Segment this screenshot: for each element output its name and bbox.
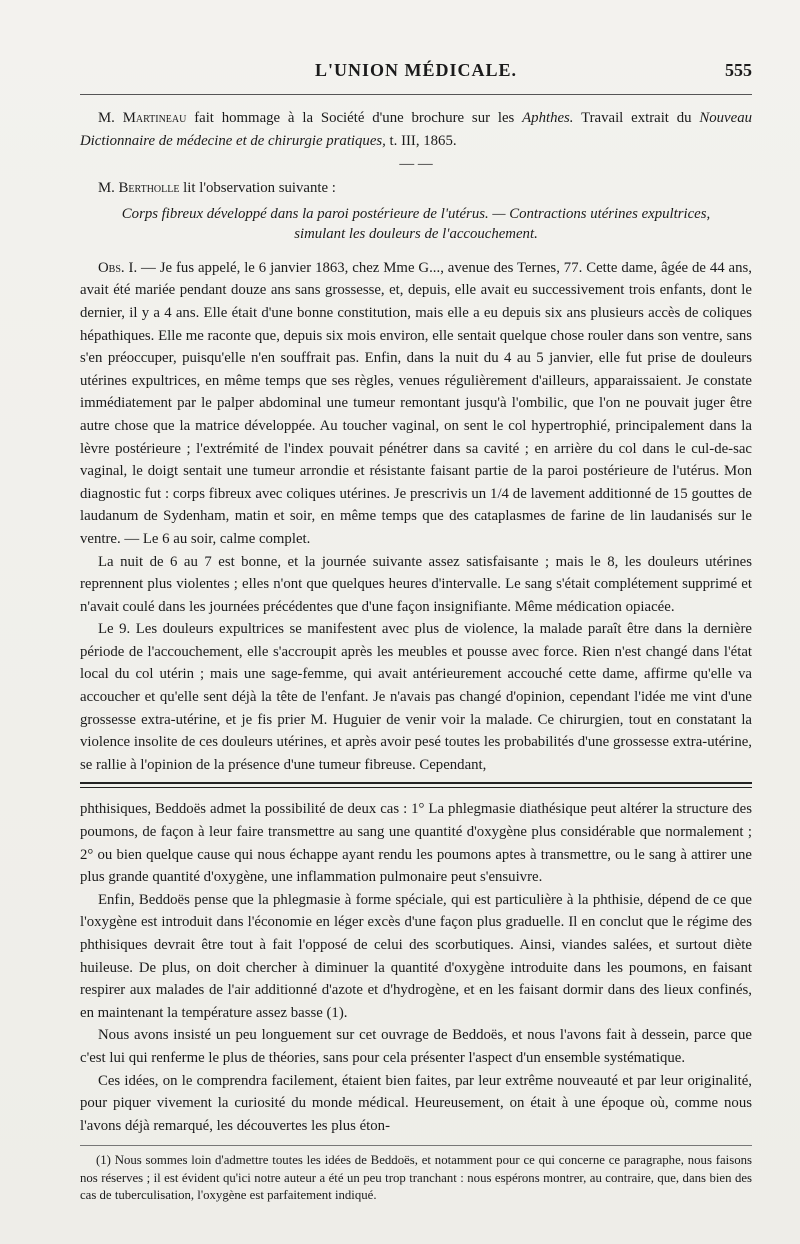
paragraph-beddoes-3: Nous avons insisté un peu longuement sur cet ouvrage de Beddoës, et nous l'avons fait à dessein, parce que c'est lui qui renferme le plus de théories, sans pour cela présenter l'aspect d'un ensemble systématique. bbox=[80, 1027, 752, 1066]
page-header bbox=[80, 60, 752, 88]
footnote-rule bbox=[80, 1145, 752, 1146]
section-divider bbox=[80, 782, 752, 788]
paragraph-text: t. III, 1865. bbox=[385, 132, 457, 149]
paragraph-night: La nuit de 6 au 7 est bonne, et la journée suivante assez satisfaisante ; mais le 8, les douleurs utérines reprennent plus violentes ; elles n'ont que quelques heures d'intervalle. Le sang s'était complétement supprimé et n'avait coulé dans les journées précédentes que d'une façon insignifiante. Même médication opiacée. bbox=[80, 553, 752, 615]
observation-title: Corps fibreux développé dans la paroi postérieure de l'utérus. — Contractions utérines expultrices, simulant les douleurs de l'accouchement. bbox=[121, 205, 711, 243]
paragraph-text: fait hommage à la Société d'une brochure sur les bbox=[186, 110, 523, 126]
book-title: Aphthes. bbox=[522, 110, 574, 126]
author-name: M. Bertholle bbox=[98, 180, 180, 197]
paragraph-ninth: Le 9. Les douleurs expultrices se manifestent avec plus de violence, la malade paraît être dans la dernière période de l'accouchement, elle s'accroupit après les meubles et pousse avec force. Rien n'est changé dans l'état local du col utérin ; mais une sage-femme, qui avait antérieurement accouché cette dame, affirme qu'elle va accoucher et qu'elle sent déjà la tête de l'enfant. Je n'avais pas changé d'opinion, cependant l'idée me vint d'une grossesse extra-utérine, et je fis prier M. Huguier de venir voir la malade. Ce chirurgien, tout en constatant la violence insolite de ces douleurs utérines, et après avoir pesé toutes les probabilités d'une grossesse extra-utérine, se rallie à l'opinion de la présence d'une tumeur fibreuse. Cependant, bbox=[80, 621, 752, 773]
running-title: L'UNION MÉDICALE. bbox=[314, 60, 518, 80]
paragraph-observation bbox=[80, 257, 752, 551]
paragraph-beddoes-4: Ces idées, on le comprendra facilement, étaient bien faites, par leur extrême nouveauté et par leur originalité, pour piquer vivement la curiosité du monde médical. Heureusement, on était à une époque où, comme nous l'avons déjà remarqué, les découvertes les plus éton- bbox=[80, 1072, 752, 1134]
paragraph-bertholle bbox=[80, 177, 752, 200]
paragraph-martineau bbox=[80, 107, 752, 152]
dictionary-title: Nouveau Dictionnaire de médecine et de chirurgie pratiques, bbox=[80, 110, 752, 149]
page-number: 555 bbox=[725, 60, 752, 80]
observation-label: Obs. I. bbox=[98, 259, 138, 276]
paragraph-text: Travail extrait du bbox=[573, 110, 700, 126]
author-name: M. Martineau bbox=[98, 110, 187, 126]
header-rule bbox=[80, 94, 752, 95]
paragraph-beddoes-2: Enfin, Beddoës pense que la phlegmasie à forme spéciale, qui est particulière à la phthisie, dépend de ce que l'oxygène est introduit dans l'économie en léger excès d'une façon plus graduelle. Il en conclut que le régime des phthisiques devrait être tout à fait l'opposé de celui des scorbutiques. Ainsi, viandes salées, et surtout diète huileuse. De plus, on doit chercher à diminuer la quantité d'oxygène introduite dans les poumons, en faisant respirer aux malades de l'air additionné d'azote et d'hydrogène, et en les faisant dormir dans des lieux confinés, en maintenant la température assez basse (1). bbox=[80, 891, 752, 1021]
footnote: (1) Nous sommes loin d'admettre toutes les idées de Beddoës, et notamment pour ce qui concerne ce paragraphe, nous faisons nos réserves ; il est évident qu'ici notre auteur a été un peu trop tranchant : nous espérons montrer, au contraire, que, dans bien des cas de tuberculisation, l'oxygène est parfaitement indiqué. bbox=[80, 1153, 752, 1203]
paragraph-text: — Je fus appelé, le 6 janvier 1863, chez Mme G..., avenue des Ternes, 77. Cette dame, âgée de 44 ans, avait été mariée pendant douze ans sans grossesse, et, depuis, elle avait eu successivement trois enfants, dont le dernier, il y a 4 ans. Elle était d'une bonne constitution, mais elle a eu depuis six ans plusieurs accès de coliques hépathiques. Elle me raconte que, depuis six mois environ, elle sentait quelque chose rouler dans son ventre, sans s'en préoccuper, puisqu'elle n'en souffrait pas. Enfin, dans la nuit du 4 au 5 janvier, elle fut prise de douleurs utérines expultrices, en même temps que ses règles, venues régulièrement d'ailleurs, apparaissaient. Je constate immédiatement par le palper abdominal une tumeur remontant jusqu'à l'ombilic, que l'on ne pouvait juger être autre chose que la matrice développée. Au toucher vaginal, on sent le col hypertrophié, principalement dans la lèvre postérieure ; l'extrémité de l'index pouvait pénétrer dans sa cavité ; en arrière du col dans le cul-de-sac vaginal, le doigt sentait une tumeur arrondie et résistante faisant partie de la paroi postérieure de l'utérus. Mon diagnostic fut : corps fibreux avec coliques utérines. Je prescrivis un 1/4 de lavement additionné de 15 gouttes de laudanum de Sydenham, matin et soir, en même temps que des cataplasmes de farine de lin laudanisés sur le ventre. — Le 6 au soir, calme complet. bbox=[80, 259, 752, 547]
section-separator: — — bbox=[399, 156, 433, 173]
paragraph-beddoes-1: phthisiques, Beddoës admet la possibilité de deux cas : 1° La phlegmasie diathésique peut altérer la structure des poumons, de façon à leur faire transmettre au sang une quantité d'oxygène plus considérable que normalement ; 2° ou bien quelque cause qui nous échappe ayant rendu les poumons aptes à transmettre, ou le sang à attirer une plus grande quantité d'oxygène, une inflammation pulmonaire peut s'ensuivre. bbox=[80, 801, 752, 886]
paragraph-text: lit l'observation suivante : bbox=[179, 180, 336, 197]
